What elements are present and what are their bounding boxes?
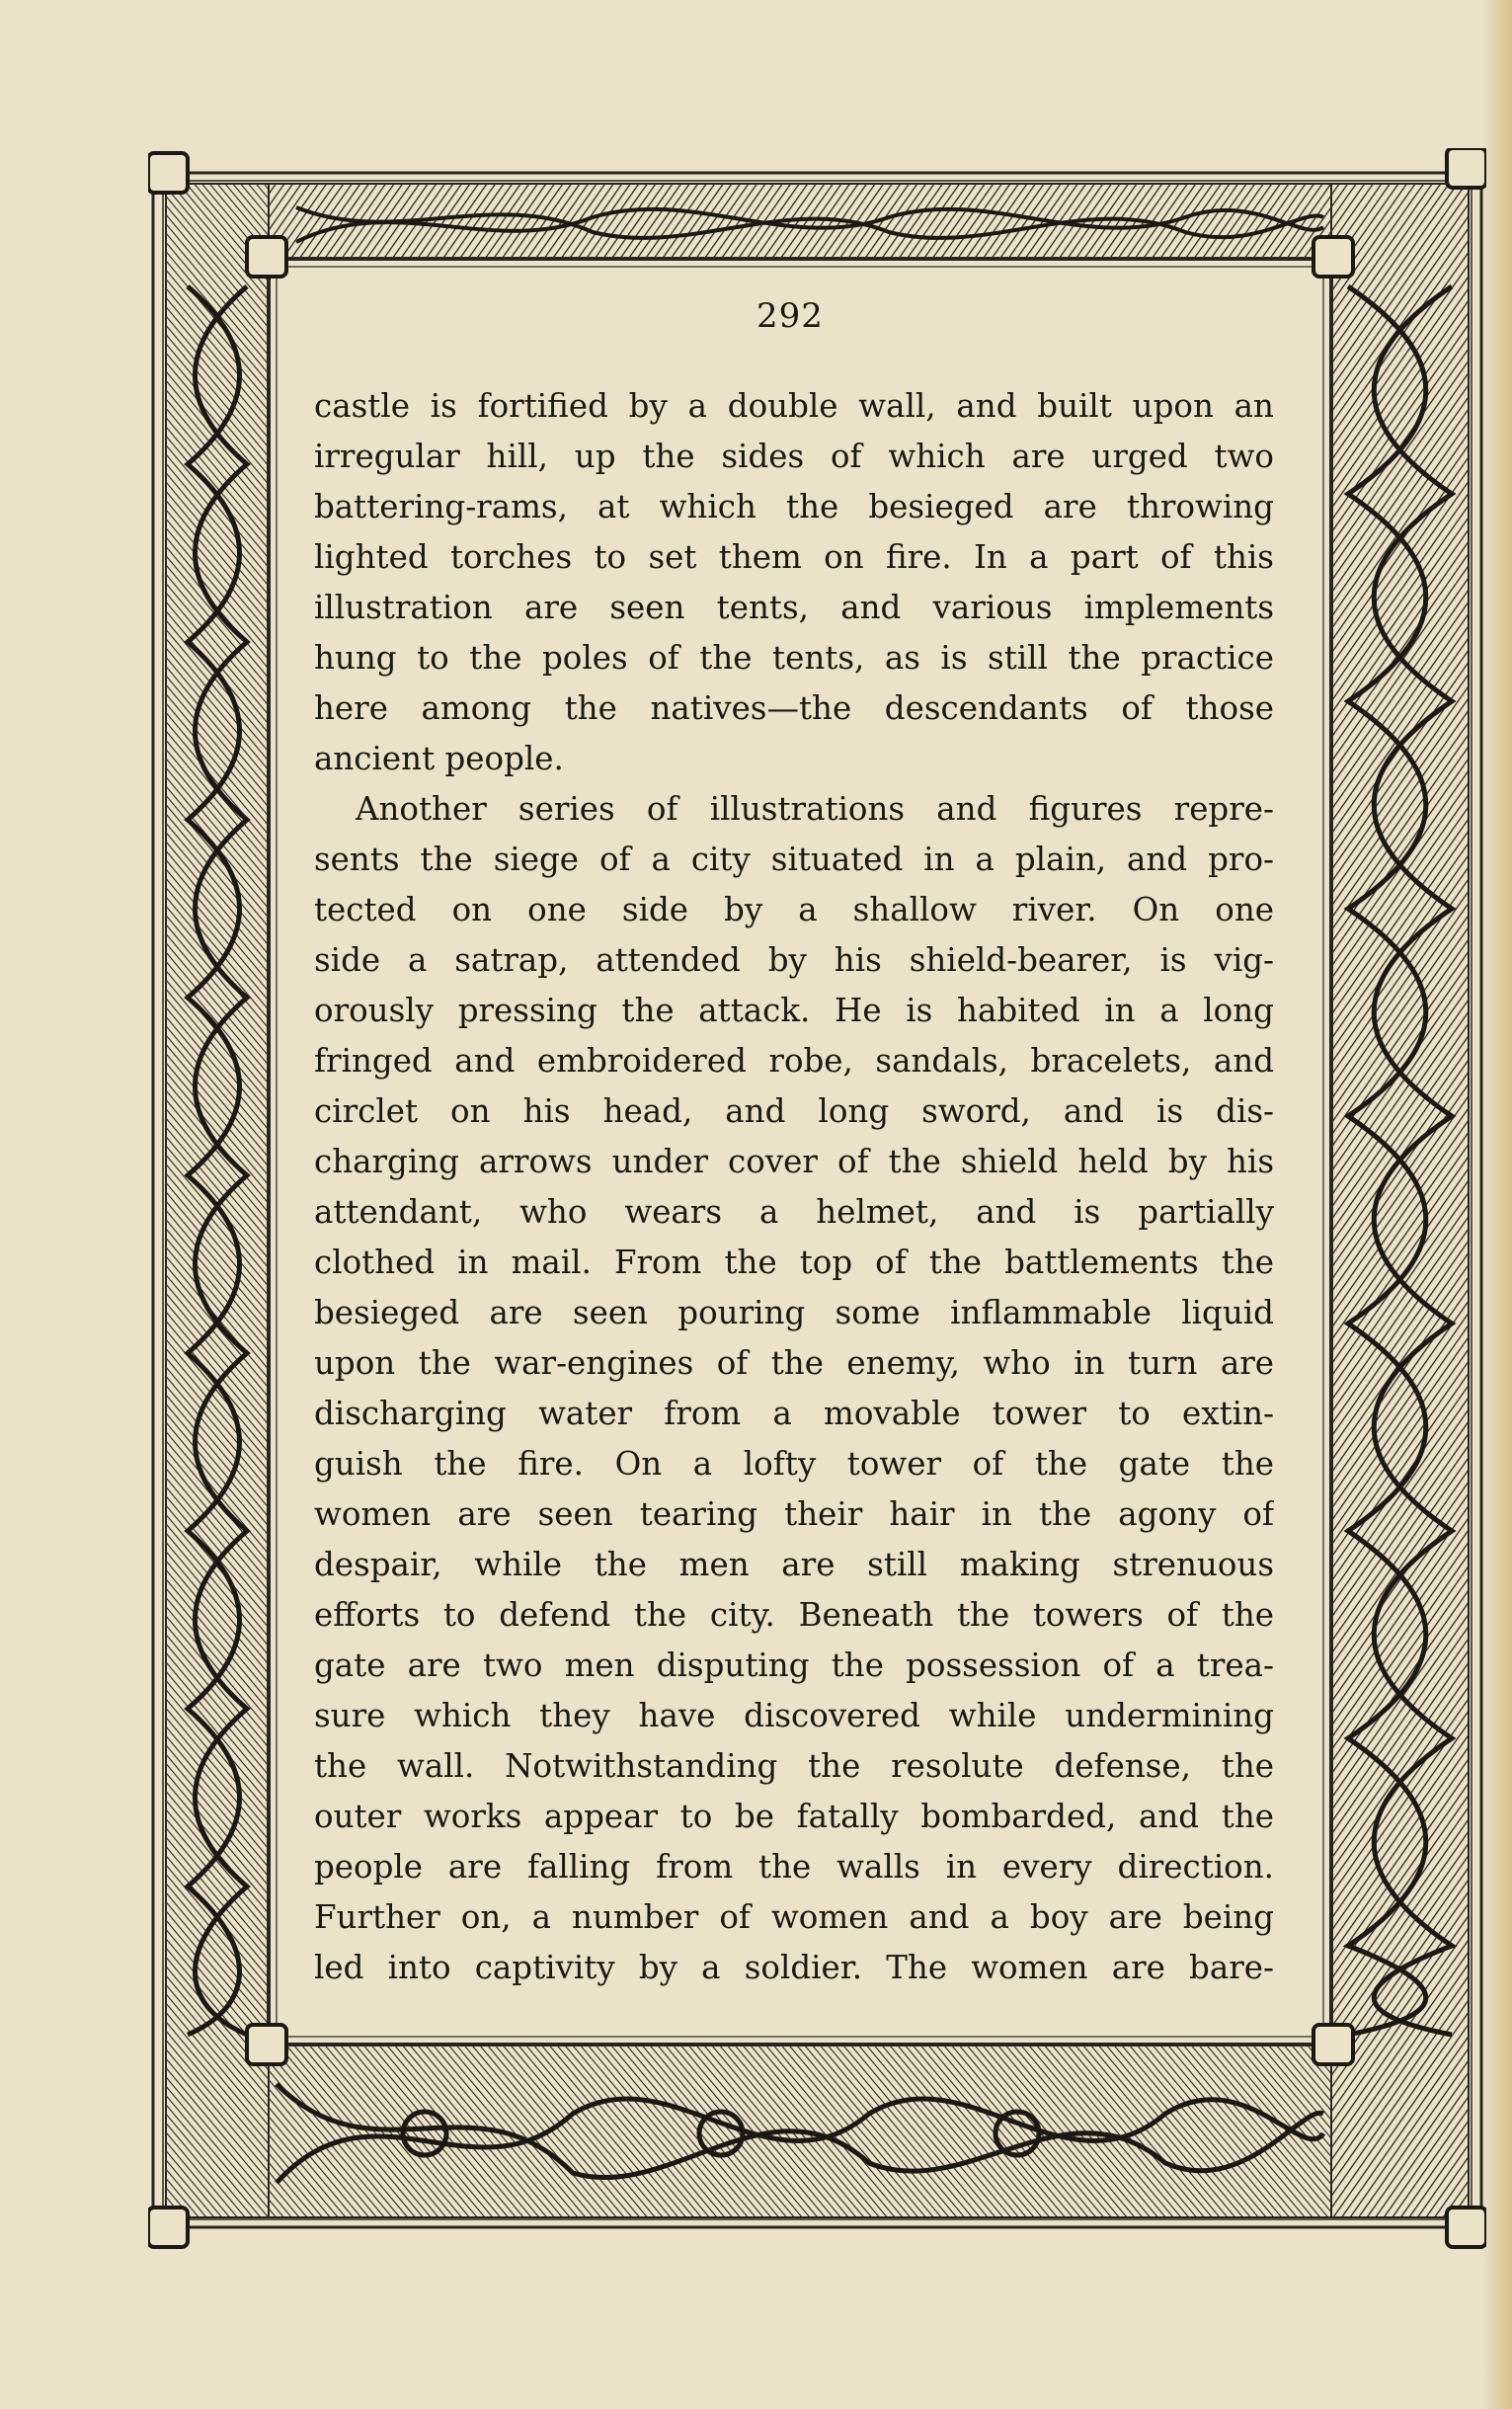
text-line: irregular hill, up the sides of which are urged two: [314, 438, 1274, 475]
text-line: fringed and embroidered robe, sandals, bracelets, and: [314, 1042, 1274, 1080]
text-line: gate are two men disputing the possession of a trea-: [314, 1646, 1274, 1684]
text-line: people are falling from the walls in every direction.: [314, 1848, 1274, 1886]
page-edge-shadow: [1482, 0, 1512, 2409]
page-number: 292: [756, 296, 824, 336]
text-line: side a satrap, attended by his shield-bearer, is vig-: [314, 941, 1274, 979]
text-line: discharging water from a movable tower to extin-: [314, 1395, 1274, 1432]
text-line: outer works appear to be fatally bombarded, and the: [314, 1798, 1274, 1835]
text-line: led into captivity by a soldier. The women are bare-: [314, 1949, 1274, 1986]
text-line: castle is fortified by a double wall, and built upon an: [314, 387, 1274, 425]
text-line: attendant, who wears a helmet, and is partially: [314, 1193, 1274, 1231]
text-line: charging arrows under cover of the shield held by his: [314, 1143, 1274, 1180]
text-line: battering-rams, at which the besieged are throwing: [314, 488, 1274, 525]
text-line: despair, while the men are still making strenuous: [314, 1546, 1274, 1583]
text-line: efforts to defend the city. Beneath the towers of the: [314, 1596, 1274, 1634]
body-text: [314, 381, 1274, 1993]
text-line: hung to the poles of the tents, as is still the practice: [314, 639, 1274, 677]
text-line: women are seen tearing their hair in the agony of: [314, 1495, 1274, 1533]
text-line: the wall. Notwithstanding the resolute defense, the: [314, 1747, 1274, 1785]
text-line: tected on one side by a shallow river. On one: [314, 891, 1274, 928]
text-line: besieged are seen pouring some inflammable liquid: [314, 1294, 1274, 1331]
text-line: lighted torches to set them on fire. In a part of this: [314, 538, 1274, 576]
text-line: ancient people.: [314, 740, 564, 777]
text-line: clothed in mail. From the top of the battlements the: [314, 1244, 1274, 1281]
text-line: circlet on his head, and long sword, and is dis-: [314, 1092, 1274, 1130]
text-line: orously pressing the attack. He is habited in a long: [314, 992, 1274, 1029]
text-line: sents the siege of a city situated in a plain, and pro-: [314, 841, 1274, 878]
text-line: Further on, a number of women and a boy are being: [314, 1898, 1274, 1936]
text-line: illustration are seen tents, and various implements: [314, 589, 1274, 626]
text-line: here among the natives—the descendants of those: [314, 689, 1274, 727]
text-line: guish the fire. On a lofty tower of the gate the: [314, 1445, 1274, 1483]
paragraph-start-line: Another series of illustrations and figures repre-: [356, 790, 1274, 828]
text-line: upon the war-engines of the enemy, who in turn are: [314, 1344, 1274, 1382]
text-line: sure which they have discovered while undermining: [314, 1697, 1274, 1734]
